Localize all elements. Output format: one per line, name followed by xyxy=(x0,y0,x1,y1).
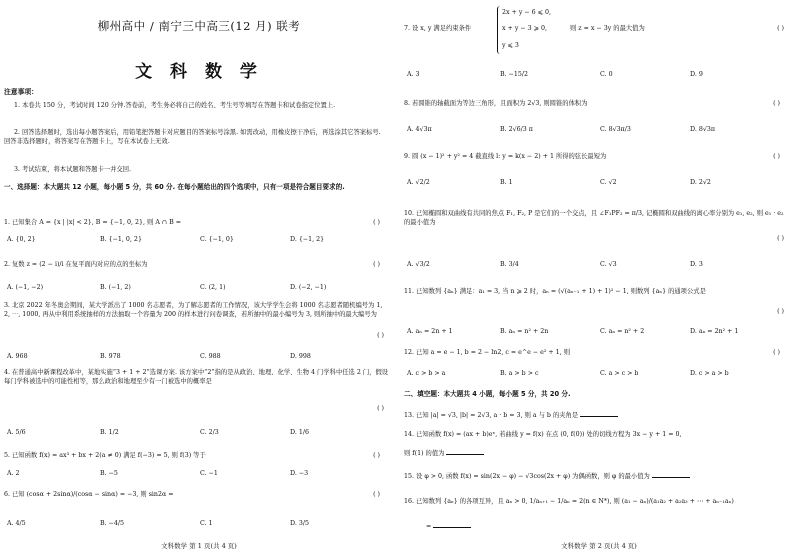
question-5-text: 5. 已知函数 f(x) = ax³ + bx + 2(a ≠ 0) 满足 f(−3) = 5, 则 f(3) 等于 xyxy=(4,452,206,459)
option-a: A. aₙ = 2n + 1 xyxy=(407,328,453,335)
option-a: A. (−1, −2) xyxy=(7,284,44,291)
option-b: B. (−1, 2) xyxy=(100,284,131,291)
question-7-lead: 7. 设 x, y 满足约束条件 xyxy=(404,25,472,32)
option-c: C. (2, 1) xyxy=(200,284,226,291)
page-footer: 文科数学 第 2 页(共 4 页) xyxy=(561,542,637,550)
question-4 xyxy=(4,368,390,386)
question-10-text: 10. 已知椭圆和双曲线有共同的焦点 F₁, F₂, P 是它们的一个交点，且 ∠F₁PF₂ = π/3, 记椭圆和双曲线的离心率分别为 e₁, e₂, 则 e₁ · e₂ 的最小值为 xyxy=(404,210,784,227)
question-2 xyxy=(4,260,390,269)
option-c: C. {−1, 0} xyxy=(200,236,234,243)
answer-blank xyxy=(652,471,690,478)
question-3-text: 3. 北京 2022 年冬奥会期间，某大学派出了 1000 名志愿者，为了解志愿者的工作情况，该大学学生会将 1000 名志愿者随机编号为 1, 2, ⋯, 1000, 再从中利用系统抽样的方法抽取一个容量为 200 的样本进行问卷调查，若所抽中的最小编号为 3, 则所抽中的最大编号为 xyxy=(4,302,383,319)
answer-paren: ( ) xyxy=(377,405,384,412)
option-d: D. aₙ = 2n² + 1 xyxy=(690,328,739,335)
question-14-cont xyxy=(404,448,790,458)
question-6-text: 6. 已知 (cosα + 2sinα)/(cosα − sinα) = −3, 则 sin2α = xyxy=(4,491,174,498)
answer-paren: ( ) xyxy=(777,308,784,315)
question-15-text: 15. 设 φ > 0, 函数 f(x) = sin(2x − φ) − √3cos(2x + φ) 为偶函数，则 φ 的最小值为 xyxy=(404,473,650,480)
constraint-2: x + y − 3 ⩾ 0, xyxy=(502,25,547,32)
option-b: B. −4/5 xyxy=(100,520,125,527)
option-c: C. aₙ = n² + 2 xyxy=(600,328,645,335)
answer-blank xyxy=(446,448,484,455)
exam-title: 柳州高中 / 南宁三中高三(12 月) 联考 xyxy=(97,19,301,33)
option-d: D. −3 xyxy=(290,470,309,477)
question-3-options xyxy=(4,352,390,362)
option-a: A. {0, 2} xyxy=(7,236,36,243)
option-d: D. 9 xyxy=(690,71,703,78)
question-5 xyxy=(4,451,390,460)
answer-paren: ( ) xyxy=(373,261,380,268)
option-d: D. {−1, 2} xyxy=(290,236,325,243)
question-7-options xyxy=(404,70,790,80)
note-1: 1. 本卷共 150 分，考试时间 120 分钟.答卷前，考生务必将自己的姓名、考生号等填写在答题卡和试卷指定位置上. xyxy=(14,102,336,109)
question-8 xyxy=(404,99,790,108)
question-8-text: 8. 若圆锥的轴截面为等边三角形，且面积为 2√3, 则圆锥的体积为 xyxy=(404,100,588,107)
question-4-options xyxy=(4,428,390,438)
option-a: A. √2/2 xyxy=(407,179,430,186)
option-b: B. 978 xyxy=(100,353,121,360)
question-10-options xyxy=(404,260,790,270)
subject-title: 文 科 数 学 xyxy=(135,62,263,82)
option-b: B. 2√6/3 π xyxy=(500,126,533,133)
option-a: A. 4/5 xyxy=(7,520,26,527)
option-a: A. c > b > a xyxy=(407,370,446,377)
constraint-3: y ⩽ 3 xyxy=(502,42,519,49)
option-c: C. √2 xyxy=(600,179,617,186)
question-14-text: 则 f(1) 的值为 xyxy=(404,450,445,457)
question-12 xyxy=(404,348,790,357)
question-1 xyxy=(4,218,390,227)
option-b: B. −15/2 xyxy=(500,71,529,78)
question-9-options xyxy=(404,178,790,188)
question-4-text: 4. 在普通高中新课程改革中，某地实施“3 + 1 + 2”选课方案. 该方案中“2”指的是从政治、地理、化学、生物 4 门学科中任选 2 门，假设每门学科被选中的可能性相等，那么政治和地理至少有一门被选中的概率是 xyxy=(4,369,389,386)
question-15 xyxy=(404,471,790,481)
section-2-heading: 二、填空题：本大题共 4 小题，每小题 5 分，共 20 分. xyxy=(404,390,571,398)
answer-paren: ( ) xyxy=(373,491,380,498)
question-16-cont xyxy=(426,521,526,531)
question-9 xyxy=(404,152,790,161)
question-5-options xyxy=(4,469,390,479)
option-b: B. −5 xyxy=(100,470,118,477)
note-3: 3. 考试结束，将本试题和答题卡一并交回. xyxy=(14,166,132,173)
option-a: A. 4√3π xyxy=(407,126,432,133)
question-16-equals: = xyxy=(426,523,432,530)
question-10 xyxy=(404,209,790,227)
option-c: C. −1 xyxy=(200,470,218,477)
question-12-options xyxy=(404,369,790,379)
option-d: D. 2√2 xyxy=(690,179,711,186)
page-2 xyxy=(404,0,794,559)
question-11-text: 11. 已知数列 {aₙ} 满足：a₁ = 3, 当 n ⩾ 2 时，aₙ = (√(aₙ₋₁ + 1) + 1)² − 1, 则数列 {aₙ} 的通项公式是 xyxy=(404,288,706,295)
option-c: C. 8√3π/3 xyxy=(600,126,631,133)
option-c: C. a > c > b xyxy=(600,370,639,377)
question-11-options xyxy=(404,327,790,337)
option-b: B. 3/4 xyxy=(500,261,519,268)
option-d: D. 3 xyxy=(690,261,703,268)
note-2: 2. 回答选择题时，选出每小题答案后，用铅笔把答题卡对应题目的答案标号涂黑. 如需改动，用橡皮擦干净后，再选涂其它答案标号. 回答非选择题时，将答案写在答题卡上，写在本试卷上无效. xyxy=(4,129,381,146)
section-1-heading: 一、选择题：本大题共 12 小题，每小题 5 分，共 60 分. 在每小题给出的四个选项中，只有一项是符合题目要求的. xyxy=(4,183,345,191)
answer-blank xyxy=(433,521,471,528)
question-11 xyxy=(404,287,790,296)
option-b: B. 1 xyxy=(500,179,513,186)
option-a: A. 968 xyxy=(7,353,28,360)
answer-paren: ( ) xyxy=(377,332,384,339)
option-c: C. 988 xyxy=(200,353,221,360)
answer-paren: ( ) xyxy=(373,219,380,226)
option-a: A. 2 xyxy=(7,470,20,477)
question-2-text: 2. 复数 z = (2 − i)/i 在复平面内对应的点的坐标为 xyxy=(4,261,148,268)
question-13-text: 13. 已知 |a| = √3, |b| = 2√3, a · b = 3, 则 a 与 b 的夹角是 xyxy=(404,412,579,419)
question-3 xyxy=(4,301,390,319)
option-b: B. {−1, 0, 2} xyxy=(100,236,142,243)
option-a: A. 3 xyxy=(407,71,420,78)
answer-paren: ( ) xyxy=(373,452,380,459)
answer-paren: ( ) xyxy=(773,349,780,356)
option-a: A. 5/6 xyxy=(7,429,26,436)
question-13 xyxy=(404,410,790,420)
question-1-text: 1. 已知集合 A = {x | |x| < 2}, B = {−1, 0, 2}, 则 A ∩ B = xyxy=(4,219,182,226)
answer-paren: ( ) xyxy=(777,235,784,242)
option-d: D. 3/5 xyxy=(290,520,309,527)
answer-paren: ( ) xyxy=(773,153,780,160)
answer-paren: ( ) xyxy=(777,25,784,32)
option-d: D. 1/6 xyxy=(290,429,309,436)
option-c: C. √3 xyxy=(600,261,617,268)
question-6 xyxy=(4,490,390,499)
question-16: 16. 已知数列 {aₙ} 的各项互异，且 aₙ > 0, 1/aₙ₊₁ − 1/aₙ = 2(n ∈ N*), 则 (a₁ − aₙ)/(a₁a₂ + a₂a₃ + ⋯ + aₙ₋₁aₙ) xyxy=(404,498,734,505)
page-divider xyxy=(397,0,398,559)
question-1-options xyxy=(4,235,390,245)
question-6-options xyxy=(4,519,390,529)
option-d: D. (−2, −1) xyxy=(290,284,327,291)
question-14: 14. 已知函数 f(x) = (ax + b)eˣ, 若曲线 y = f(x) 在点 (0, f(0)) 处的切线方程为 3x − y + 1 = 0, xyxy=(404,431,682,438)
option-d: D. 998 xyxy=(290,353,311,360)
constraint-1: 2x + y − 6 ⩽ 0, xyxy=(502,9,551,16)
answer-blank xyxy=(580,410,618,417)
option-d: D. c > a > b xyxy=(690,370,729,377)
notes-heading: 注意事项： xyxy=(4,88,38,96)
page-1 xyxy=(4,0,394,559)
option-b: B. 1/2 xyxy=(100,429,119,436)
option-a: A. √3/2 xyxy=(407,261,430,268)
option-c: C. 2/3 xyxy=(200,429,219,436)
option-b: B. aₙ = n² + 2n xyxy=(500,328,549,335)
option-c: C. 1 xyxy=(200,520,213,527)
question-2-options xyxy=(4,283,390,293)
option-b: B. a > b > c xyxy=(500,370,539,377)
page-footer: 文科数学 第 1 页(共 4 页) xyxy=(161,542,237,550)
answer-paren: ( ) xyxy=(773,100,780,107)
question-12-text: 12. 已知 a = e − 1, b = 2 − ln2, c = e^e − e² + 1, 则 xyxy=(404,349,570,356)
question-9-text: 9. 圆 (x − 1)² + y² = 4 截直线 l: y = k(x − 2) + 1 所得的弦长最短为 xyxy=(404,153,607,160)
question-8-options xyxy=(404,125,790,135)
question-7-tail: 则 z = x − 3y 的最大值为 xyxy=(570,25,645,32)
option-d: D. 8√3π xyxy=(690,126,715,133)
option-c: C. 0 xyxy=(600,71,613,78)
